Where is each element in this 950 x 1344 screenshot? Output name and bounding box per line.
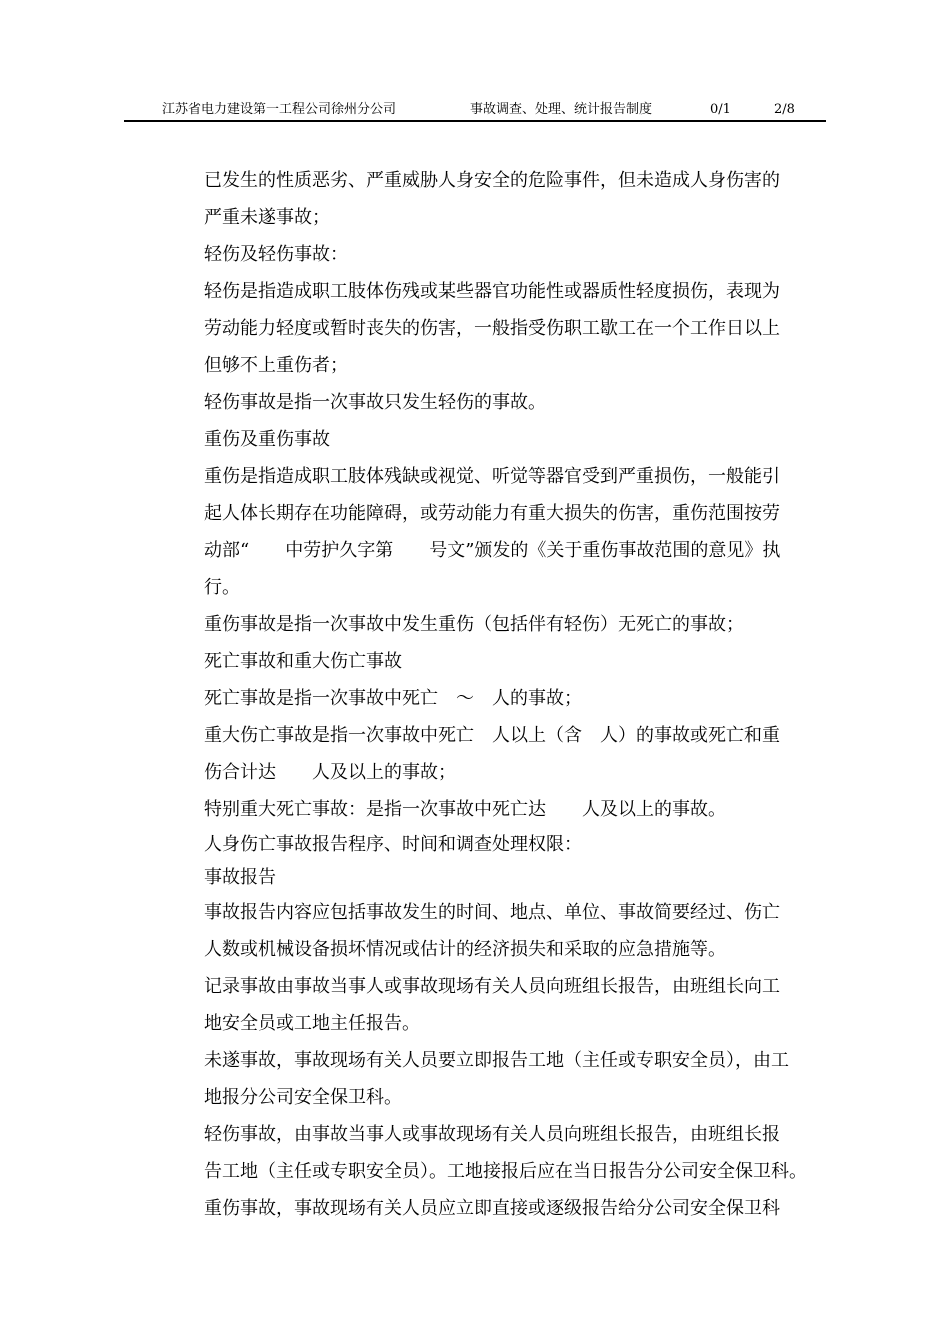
- text-line: 死亡事故和重大伤亡事故: [204, 651, 402, 672]
- text-line: 告工地（主任或专职安全员）。工地接报后应在当日报告分公司安全保卫科。: [204, 1161, 807, 1182]
- text-line: 动部“ 中劳护久字第 号文”颁发的《关于重伤事故范围的意见》执: [204, 540, 781, 561]
- text-line: 重伤及重伤事故: [204, 429, 330, 450]
- text-line: 重大伤亡事故是指一次事故中死亡 人以上（含 人）的事故或死亡和重: [204, 725, 780, 746]
- text-line: 严重未遂事故；: [204, 207, 330, 228]
- text-line: 记录事故由事故当事人或事故现场有关人员向班组长报告，由班组长向工: [204, 976, 780, 997]
- header-document-title: 事故调查、处理、统计报告制度: [470, 102, 653, 117]
- text-line: 轻伤及轻伤事故：: [204, 244, 348, 265]
- text-line: 人数或机械设备损坏情况或估计的经济损失和采取的应急措施等。: [204, 939, 726, 960]
- text-line: 行。: [204, 577, 240, 598]
- text-line: 人身伤亡事故报告程序、时间和调查处理权限：: [204, 834, 582, 855]
- text-line: 事故报告: [204, 867, 276, 888]
- text-line: 劳动能力轻度或暂时丧失的伤害，一般指受伤职工歇工在一个工作日以上: [204, 318, 780, 339]
- text-line: 轻伤事故，由事故当事人或事故现场有关人员向班组长报告，由班组长报: [204, 1124, 780, 1145]
- text-line: 但够不上重伤者；: [204, 355, 348, 376]
- text-line: 起人体长期存在功能障碍，或劳动能力有重大损失的伤害，重伤范围按劳: [204, 503, 780, 524]
- text-line: 轻伤是指造成职工肢体伤残或某些器官功能性或器质性轻度损伤，表现为: [204, 281, 780, 302]
- document-body: [204, 162, 832, 1227]
- text-line: 重伤事故是指一次事故中发生重伤（包括伴有轻伤）无死亡的事故；: [204, 614, 744, 635]
- text-line: 伤合计达 人及以上的事故；: [204, 762, 456, 783]
- text-line: 特别重大死亡事故：是指一次事故中死亡达 人及以上的事故。: [204, 799, 726, 820]
- header-page-number: 2/8: [774, 102, 795, 117]
- text-line: 未遂事故，事故现场有关人员要立即报告工地（主任或专职安全员），由工: [204, 1050, 789, 1071]
- text-line: 轻伤事故是指一次事故只发生轻伤的事故。: [204, 392, 546, 413]
- page-header: [124, 98, 826, 122]
- text-line: 重伤是指造成职工肢体残缺或视觉、听觉等器官受到严重损伤，一般能引: [204, 466, 780, 487]
- header-company: 江苏省电力建设第一工程公司徐州分公司: [162, 102, 397, 117]
- header-version: 0/1: [710, 102, 731, 117]
- text-line: 重伤事故，事故现场有关人员应立即直接或逐级报告给分公司安全保卫科: [204, 1198, 780, 1219]
- text-line: 地报分公司安全保卫科。: [204, 1087, 402, 1108]
- text-line: 已发生的性质恶劣、严重威胁人身安全的危险事件，但未造成人身伤害的: [204, 170, 780, 191]
- text-line: 地安全员或工地主任报告。: [204, 1013, 420, 1034]
- text-line: 死亡事故是指一次事故中死亡 ～ 人的事故；: [204, 688, 582, 709]
- text-line: 事故报告内容应包括事故发生的时间、地点、单位、事故简要经过、伤亡: [204, 902, 780, 923]
